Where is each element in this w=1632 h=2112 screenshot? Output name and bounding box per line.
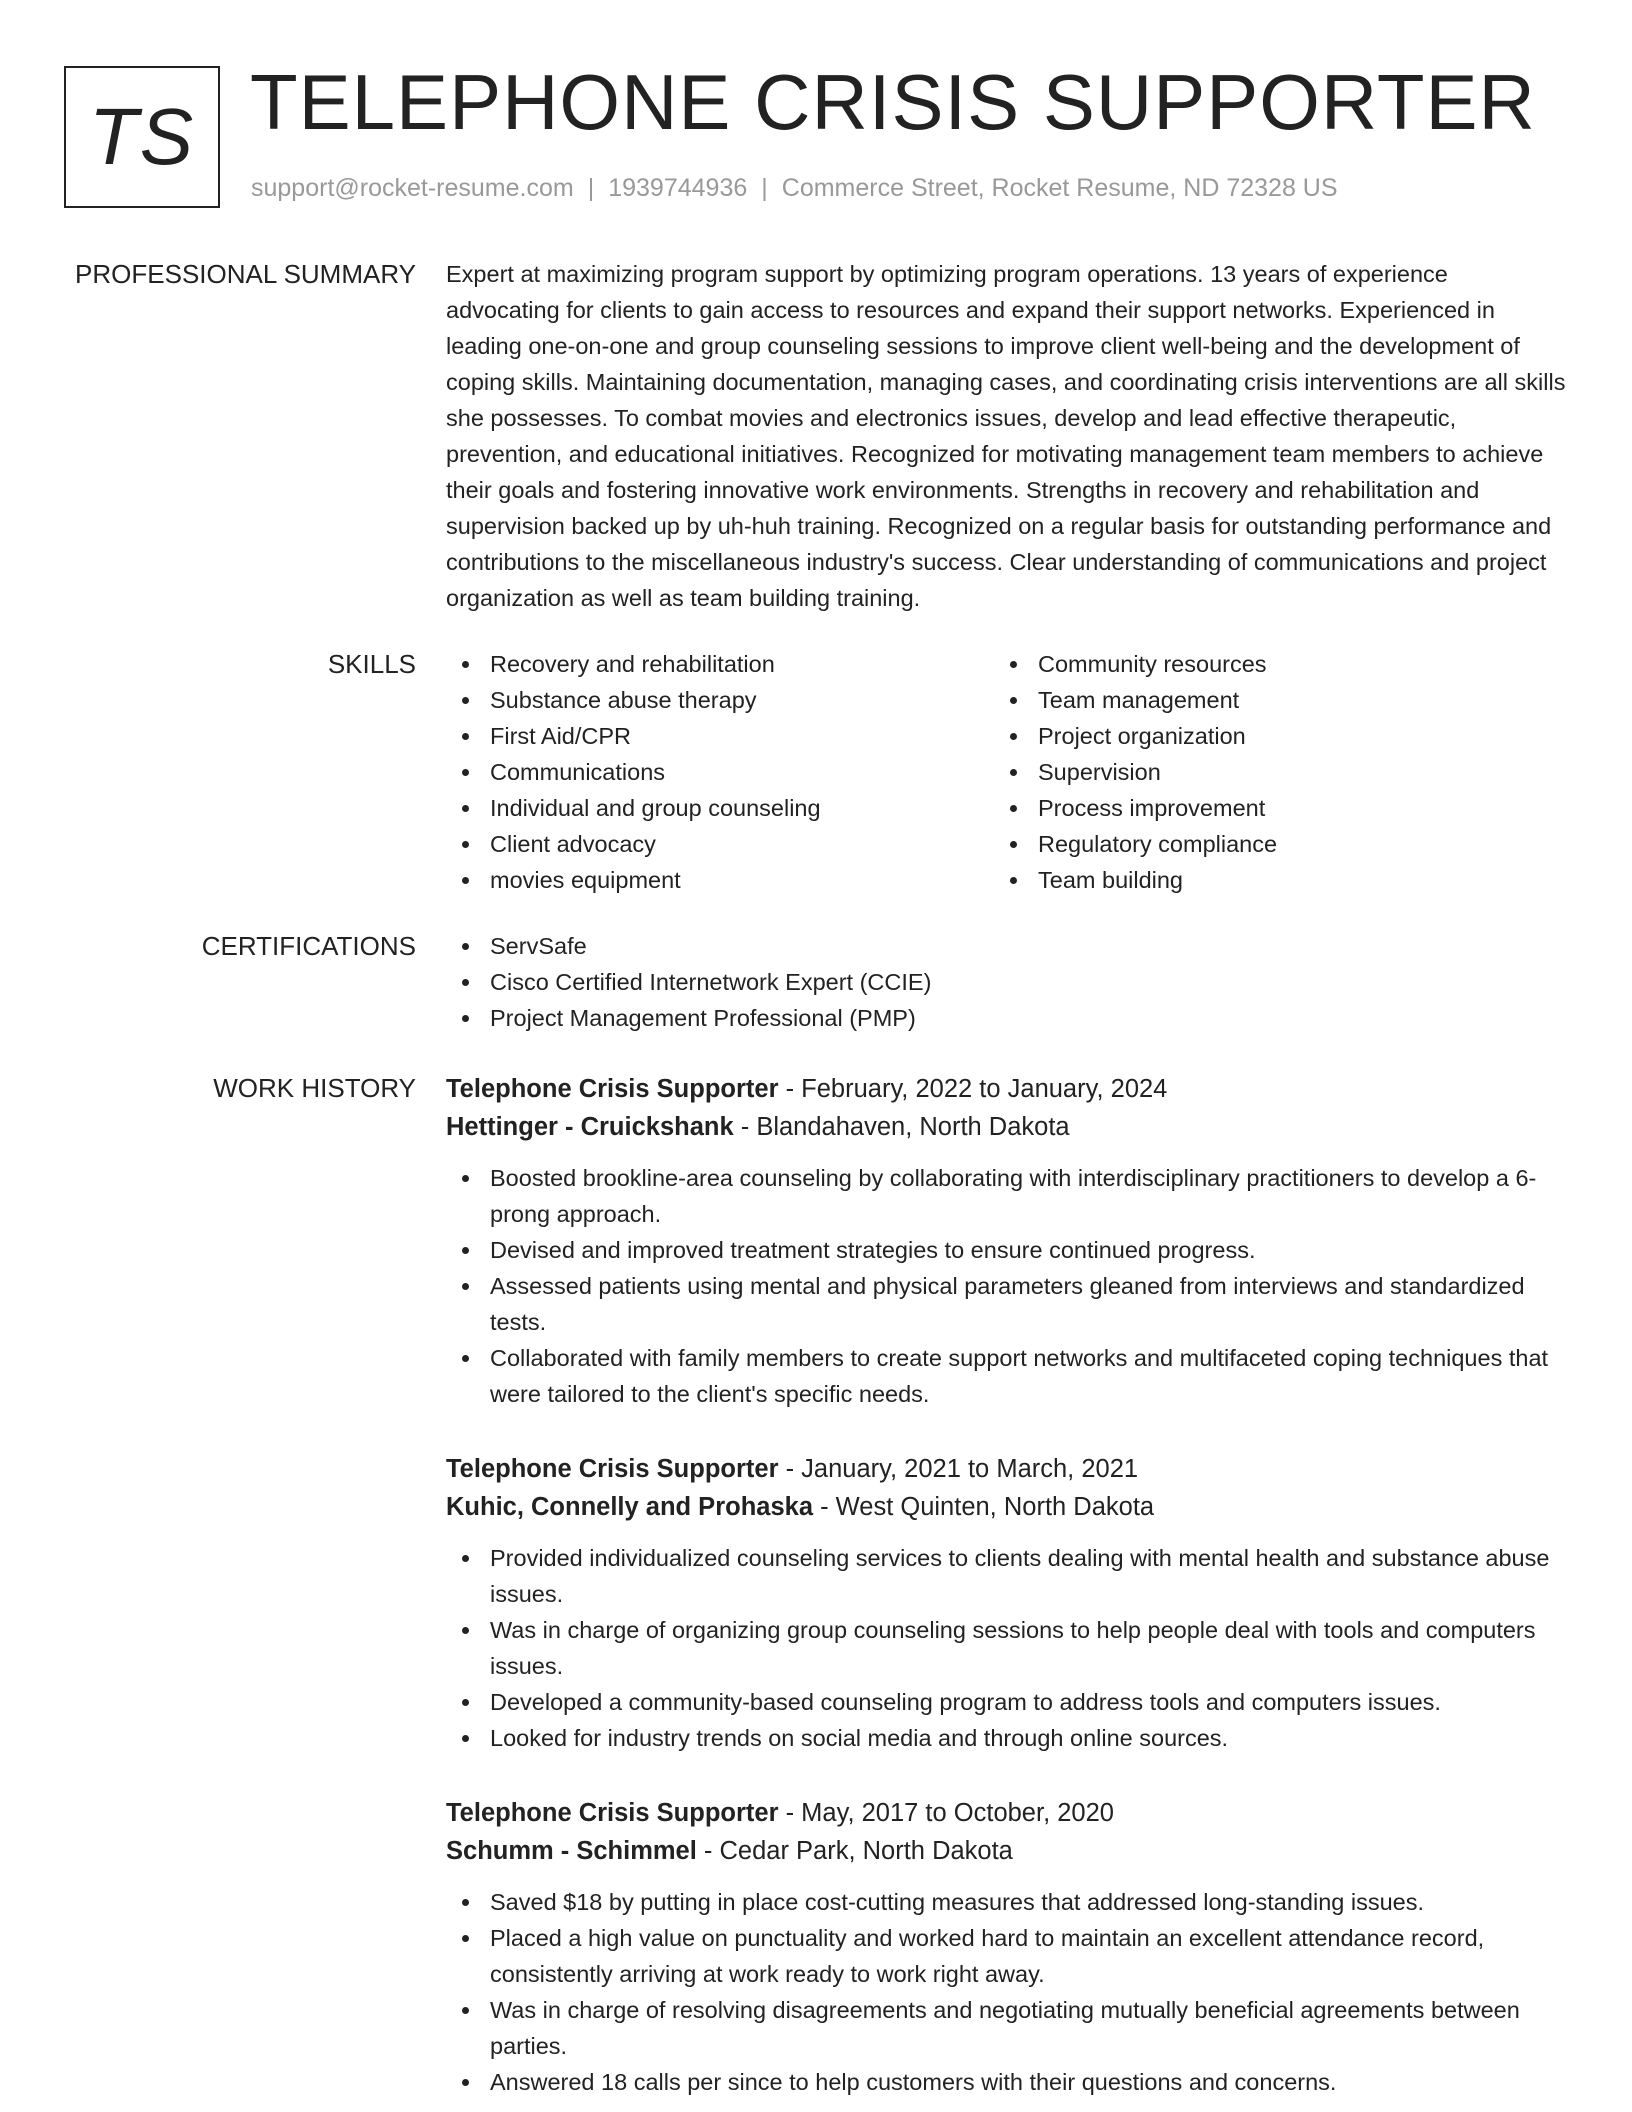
skill-item: Regulatory compliance: [994, 826, 1542, 862]
certifications-list: [446, 928, 1566, 1036]
job-location: - West Quinten, North Dakota: [813, 1493, 1155, 1521]
job-title-line: [446, 1794, 1566, 1832]
job-bullet: Boosted brookline-area counseling by collaborating with interdisciplinary practitioners to develop a 6-prong approach.: [446, 1160, 1566, 1232]
job-bullet: Saved $18 by putting in place cost-cutting measures that addressed long-standing issues.: [446, 1884, 1566, 1920]
job-title: Telephone Crisis Supporter: [446, 1455, 779, 1483]
skill-item: movies equipment: [446, 862, 994, 898]
contact-separator: |: [587, 174, 595, 202]
skill-item: Communications: [446, 754, 994, 790]
job-bullet-list: [446, 1160, 1566, 1412]
job-company-line: [446, 1108, 1566, 1146]
work-history-body: [446, 1070, 1566, 2100]
skills-grid: [446, 646, 1566, 898]
contact-address: Commerce Street, Rocket Resume, ND 72328 US: [781, 174, 1338, 202]
monogram-box: [64, 66, 220, 208]
job-bullet: Answered 18 calls per since to help customers with their questions and concerns.: [446, 2064, 1566, 2100]
skill-item: Community resources: [994, 646, 1542, 682]
section-heading-summary: PROFESSIONAL SUMMARY: [75, 259, 416, 289]
contact-email[interactable]: support@rocket-resume.com: [251, 174, 574, 202]
job-bullet: Assessed patients using mental and physical parameters gleaned from interviews and standardized tests.: [446, 1268, 1566, 1340]
skill-item: First Aid/CPR: [446, 718, 994, 754]
skill-item: Process improvement: [994, 790, 1542, 826]
job-bullet: Was in charge of resolving disagreements and negotiating mutually beneficial agreements between parties.: [446, 1992, 1566, 2064]
job-bullet: Was in charge of organizing group counseling sessions to help people deal with tools and computers issues.: [446, 1612, 1566, 1684]
job-bullet: Collaborated with family members to create support networks and multifaceted coping techniques that were tailored to the client's specific needs.: [446, 1340, 1566, 1412]
job-title-line: [446, 1070, 1566, 1108]
job-company-line: [446, 1488, 1566, 1526]
job-bullet-list: [446, 1884, 1566, 2100]
certification-item: Project Management Professional (PMP): [446, 1000, 1566, 1036]
skill-item: Substance abuse therapy: [446, 682, 994, 718]
job-title-line: [446, 1450, 1566, 1488]
skills-list-right: [994, 646, 1542, 898]
skill-item: Client advocacy: [446, 826, 994, 862]
resume-title: TELEPHONE CRISIS SUPPORTER: [250, 58, 1536, 146]
job-bullet-list: [446, 1540, 1566, 1756]
job-bullet: Provided individualized counseling services to clients dealing with mental health and substance abuse issues.: [446, 1540, 1566, 1612]
job-company: Schumm - Schimmel: [446, 1837, 697, 1865]
section-heading-skills: SKILLS: [327, 649, 416, 679]
job-bullet: Devised and improved treatment strategies to ensure continued progress.: [446, 1232, 1566, 1268]
summary-text: Expert at maximizing program support by optimizing program operations. 13 years of experience advocating for clients to gain access to resources and expand their support networks. Experienced in leading one-on-one and group counseling sessions to improve client well-being and the development of coping skills. Maintaining documentation, managing cases, and coordinating crisis interventions are all skills she possesses. To combat movies and electronics issues, develop and lead effective therapeutic, prevention, and educational initiatives. Recognized for motivating management team members to achieve their goals and fostering innovative work environments. Strengths in recovery and rehabilitation and supervision backed up by uh-huh training. Recognized on a regular basis for outstanding performance and contributions to the miscellaneous industry's success. Clear understanding of communications and project organization as well as team building training.: [446, 261, 1566, 611]
section-heading-certifications: CERTIFICATIONS: [201, 931, 416, 961]
job-entry: [446, 1070, 1566, 1412]
job-title: Telephone Crisis Supporter: [446, 1075, 779, 1103]
job-entry: [446, 1450, 1566, 1756]
section-heading-work-history: WORK HISTORY: [213, 1073, 416, 1103]
job-location: - Cedar Park, North Dakota: [696, 1837, 1013, 1865]
contact-separator: |: [761, 174, 768, 202]
contact-line: [251, 174, 1338, 203]
job-bullet: Developed a community-based counseling program to address tools and computers issues.: [446, 1684, 1566, 1720]
skill-item: Individual and group counseling: [446, 790, 994, 826]
skill-item: Project organization: [994, 718, 1542, 754]
job-dates: - May, 2017 to October, 2020: [778, 1799, 1114, 1827]
monogram-initials: TS: [88, 92, 196, 181]
job-dates: - January, 2021 to March, 2021: [778, 1455, 1139, 1483]
job-bullet: Looked for industry trends on social media and through online sources.: [446, 1720, 1566, 1756]
skills-list-left: [446, 646, 994, 898]
job-title: Telephone Crisis Supporter: [446, 1799, 779, 1827]
contact-phone[interactable]: 1939744936: [608, 174, 748, 202]
certification-item: Cisco Certified Internetwork Expert (CCIE): [446, 964, 1566, 1000]
certification-item: ServSafe: [446, 928, 1566, 964]
job-company: Hettinger - Cruickshank: [446, 1113, 734, 1141]
certifications-body: [446, 928, 1566, 1036]
skill-item: Recovery and rehabilitation: [446, 646, 994, 682]
job-dates: - February, 2022 to January, 2024: [778, 1075, 1168, 1103]
job-entry: [446, 1794, 1566, 2100]
skill-item: Supervision: [994, 754, 1542, 790]
job-bullet: Placed a high value on punctuality and worked hard to maintain an excellent attendance record, consistently arriving at work ready to work right away.: [446, 1920, 1566, 1992]
job-location: - Blandahaven, North Dakota: [733, 1113, 1070, 1141]
skill-item: Team building: [994, 862, 1542, 898]
skill-item: Team management: [994, 682, 1542, 718]
job-company-line: [446, 1832, 1566, 1870]
job-company: Kuhic, Connelly and Prohaska: [446, 1493, 813, 1521]
